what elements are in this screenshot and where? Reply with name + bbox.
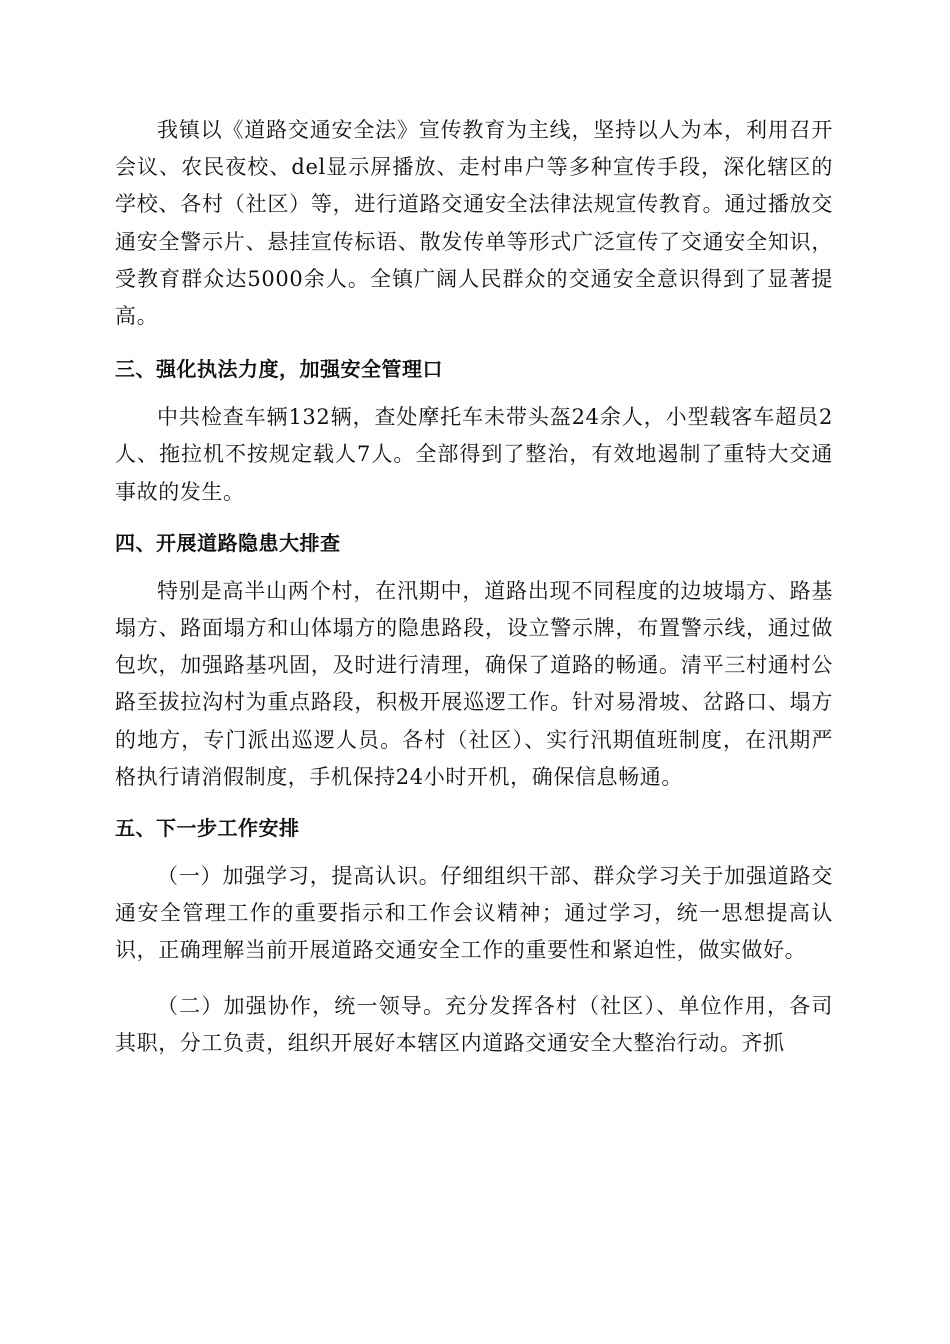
section-heading-4: 四、开展道路隐患大排查 — [115, 530, 341, 555]
paragraph-next-step-1: （一）加强学习，提高认识。仔细组织干部、群众学习关于加强道路交通安全管理工作的重要指示和工作会议精神；通过学习，统一思想提高认识，正确理解当前开展道路交通安全工作的重要性和紧迫性，做实做好。 — [115, 864, 833, 963]
paragraph-next-step-2: （二）加强协作，统一领导。充分发挥各村（社区）、单位作用，各司其职，分工负责，组织开展好本辖区内道路交通安全大整治行动。齐抓 — [115, 993, 833, 1055]
section-heading-3: 三、强化执法力度，加强安全管理口 — [115, 357, 443, 382]
paragraph-publicity-education: 我镇以《道路交通安全法》宣传教育为主线，坚持以人为本，利用召开会议、农民夜校、del显示屏播放、走村串户等多种宣传手段，深化辖区的学校、各村（社区）等，进行道路交通安全法律法规宣传教育。通过播放交通安全警示片、悬挂宣传标语、散发传单等形式广泛宣传了交通安全知识，受教育群众达5000余人。全镇广阔人民群众的交通安全意识得到了显著提高。 — [115, 118, 833, 329]
document-body — [115, 112, 833, 1062]
paragraph-hazard-inspection: 特别是高半山两个村，在汛期中，道路出现不同程度的边坡塌方、路基塌方、路面塌方和山体塌方的隐患路段，设立警示牌，布置警示线，通过做包坎，加强路基巩固，及时进行清理，确保了道路的畅通。清平三村通村公路至拔拉沟村为重点路段，积极开展巡逻工作。针对易滑坡、岔路口、塌方的地方，专门派出巡逻人员。各村（社区）、实行汛期值班制度，在汛期严格执行请消假制度，手机保持24小时开机，确保信息畅通。 — [115, 578, 833, 789]
section-heading-5: 五、下一步工作安排 — [115, 816, 300, 841]
paragraph-enforcement: 中共检查车辆132辆，查处摩托车未带头盔24余人，小型载客车超员2人、拖拉机不按规定载人7人。全部得到了整治，有效地遏制了重特大交通事故的发生。 — [115, 405, 833, 504]
